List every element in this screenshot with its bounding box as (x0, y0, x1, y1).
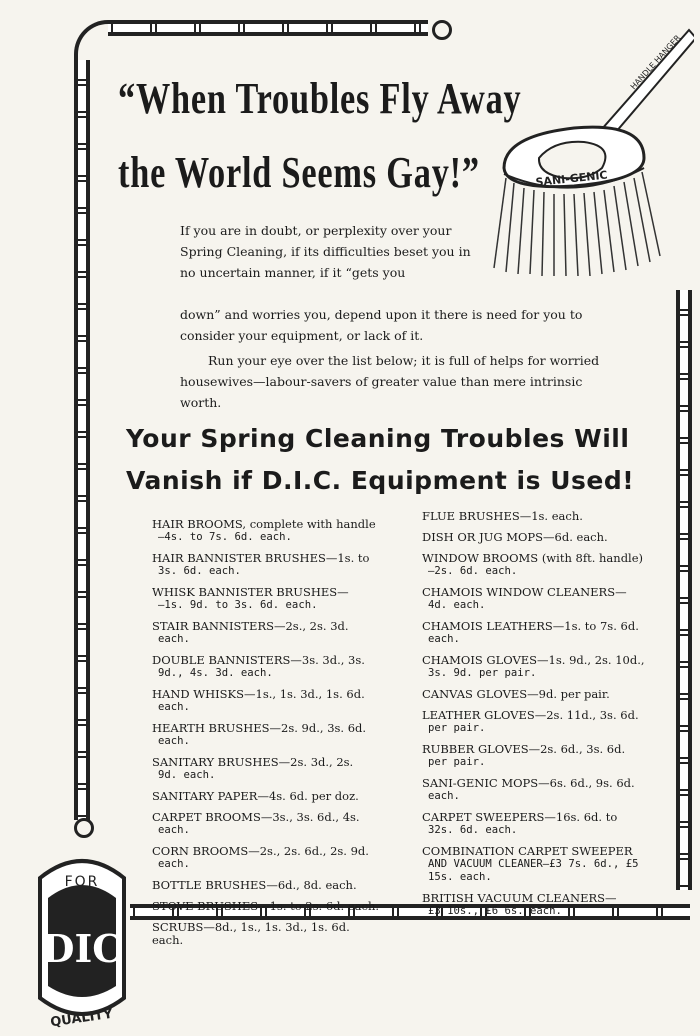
headline (118, 62, 522, 210)
price-list-item-name: BOTTLE BRUSHES—6d., 8d. each. (152, 878, 357, 892)
price-list-item (152, 756, 382, 782)
price-list-item-price: each. (158, 701, 190, 713)
price-list-item-name: SANITARY PAPER—4s. 6d. per doz. (152, 789, 359, 803)
price-list-item-name: CORN BROOMS—2s., 2s. 6d., 2s. 9d. (152, 844, 369, 858)
price-list-item-price: 4d. each. (428, 599, 486, 611)
price-list-item (152, 586, 382, 612)
intro-paragraph-1-part-2: down” and worries you, depend upon it there is need for you to consider your equipment, or lack of it. (180, 307, 583, 343)
price-list-item-name: CHAMOIS GLOVES—1s. 9d., 2s. 10d., (422, 653, 645, 667)
price-list-item-name: CARPET SWEEPERS—16s. 6d. to (422, 810, 618, 824)
mop-illustration (484, 18, 694, 276)
price-list-item (152, 620, 382, 646)
headline-line-1: “When Troubles Fly Away (118, 74, 522, 123)
price-list-item-price: 3s. 9d. per pair. (428, 667, 537, 679)
price-list-item (422, 892, 652, 918)
price-list-item-name: CARPET BROOMS—3s., 3s. 6d., 4s. (152, 810, 360, 824)
subhead-line-1: Your Spring Cleaning Troubles Will (126, 424, 630, 453)
price-list-item (422, 510, 652, 523)
price-list-item-price: each. (158, 824, 190, 836)
price-list-item-name: BRITISH VACUUM CLEANERS— (422, 891, 617, 905)
price-list-item (152, 845, 382, 871)
price-list-item-price: 9d. each. (158, 769, 216, 781)
price-list-item (152, 921, 382, 947)
price-list-item-name: DISH OR JUG MOPS—6d. each. (422, 530, 608, 544)
price-list-item-price: per pair. (428, 722, 486, 734)
badge-middle-text: DIC (41, 926, 123, 971)
price-list-item (422, 552, 652, 578)
badge-top-text: FOR (64, 874, 100, 890)
price-list-item-name: LEATHER GLOVES—2s. 11d., 3s. 6d. (422, 708, 639, 722)
frame-left-knob (74, 818, 94, 838)
price-list-item (422, 654, 652, 680)
frame-top-rail (108, 20, 428, 36)
price-list-item-name: WHISK BANNISTER BRUSHES— (152, 585, 349, 599)
price-list-item-name: CHAMOIS WINDOW CLEANERS— (422, 585, 627, 599)
price-list-item-name: SCRUBS—8d., 1s., 1s. 3d., 1s. 6d. each. (152, 920, 350, 947)
price-list-left (152, 518, 382, 955)
price-list-item (422, 845, 652, 884)
price-list-item (422, 688, 652, 701)
subhead-line-2: Vanish if D.I.C. Equipment is Used! (126, 466, 635, 495)
headline-line-2: the World Seems Gay!” (118, 148, 480, 197)
price-list-item-name: FLUE BRUSHES—1s. each. (422, 509, 583, 523)
price-list-item-name: HAND WHISKS—1s., 1s. 3d., 1s. 6d. (152, 687, 365, 701)
price-list-item-name: CANVAS GLOVES—9d. per pair. (422, 687, 610, 701)
price-list-item-name: SANITARY BRUSHES—2s. 3d., 2s. (152, 755, 354, 769)
price-list-item-name: STAIR BANNISTERS—2s., 2s. 3d. (152, 619, 349, 633)
price-list-item-name: HEARTH BRUSHES—2s. 9d., 3s. 6d. (152, 721, 367, 735)
price-list-item-name: HAIR BROOMS, complete with handle (152, 517, 376, 531)
price-list-item-price: —2s. 6d. each. (428, 565, 518, 577)
badge-bottom-text: QUALITY (49, 1006, 114, 1031)
price-list-item-name: SANI-GENIC MOPS—6s. 6d., 9s. 6d. (422, 776, 635, 790)
price-list-item-price: each. (428, 790, 460, 802)
price-list-item-price: each. (428, 633, 460, 645)
price-list-item-price: per pair. (428, 756, 486, 768)
price-list-item (152, 552, 382, 578)
price-list-item (422, 531, 652, 544)
price-list-item (152, 518, 382, 544)
price-list-item-price: —1s. 9d. to 3s. 6d. each. (158, 599, 318, 611)
price-list-item (152, 790, 382, 803)
price-list-item (422, 586, 652, 612)
price-list-item-price: each. (158, 858, 190, 870)
mop-handle-text: HANDLE HANGER (628, 33, 683, 92)
price-list-item-price: 3s. 6d. each. (158, 565, 241, 577)
price-list-item-name: WINDOW BROOMS (with 8ft. handle) (422, 551, 644, 565)
price-list-item-name: COMBINATION CARPET SWEEPER (422, 844, 633, 858)
price-list-item-name: DOUBLE BANNISTERS—3s. 3d., 3s. (152, 653, 365, 667)
price-list-item (422, 709, 652, 735)
price-list-item-price: each. (158, 633, 190, 645)
price-list-item-price: AND VACUUM CLEANER—£3 7s. 6d., £5 15s. each. (428, 858, 639, 883)
price-list-item (152, 688, 382, 714)
price-list-item-price: 9d., 4s. 3d. each. (158, 667, 273, 679)
price-list-item (422, 811, 652, 837)
frame-top-knob (432, 20, 452, 40)
frame-left-rail (74, 60, 90, 820)
price-list-item (422, 777, 652, 803)
price-list-item-price: £3 10s., £6 6s. each. (428, 905, 562, 917)
price-list-item-name: CHAMOIS LEATHERS—1s. to 7s. 6d. (422, 619, 639, 633)
price-list-item-name: RUBBER GLOVES—2s. 6d., 3s. 6d. (422, 742, 626, 756)
intro-paragraph-2: Run your eye over the list below; it is full of helps for worried housewives—labour-savers of greater value than mere intrinsic worth. (180, 353, 600, 410)
mop-brand-text: SANI-GENIC (534, 168, 609, 189)
price-list-item-price: —4s. to 7s. 6d. each. (158, 531, 292, 543)
subhead (126, 418, 666, 502)
price-list-item-price: each. (158, 735, 190, 747)
price-list-item-name: HAIR BANNISTER BRUSHES—1s. to (152, 551, 370, 565)
price-list-item (152, 900, 382, 913)
intro-paragraph-1-part-1: If you are in doubt, or perplexity over your Spring Cleaning, if its difficulties beset you in no uncertain manner, if it “gets you (180, 223, 471, 280)
price-list-item (152, 722, 382, 748)
price-list-item (152, 811, 382, 837)
price-list-right (422, 510, 652, 926)
frame-right-rail (676, 290, 692, 890)
price-list-item (152, 654, 382, 680)
price-list-item-name: STOVE BRUSHES—1s. to 2s. 6d. each. (152, 899, 380, 913)
price-list-item-price: 32s. 6d. each. (428, 824, 518, 836)
price-list-item (152, 879, 382, 892)
price-list-item (422, 743, 652, 769)
dic-quality-badge (34, 838, 130, 1036)
price-list-item (422, 620, 652, 646)
